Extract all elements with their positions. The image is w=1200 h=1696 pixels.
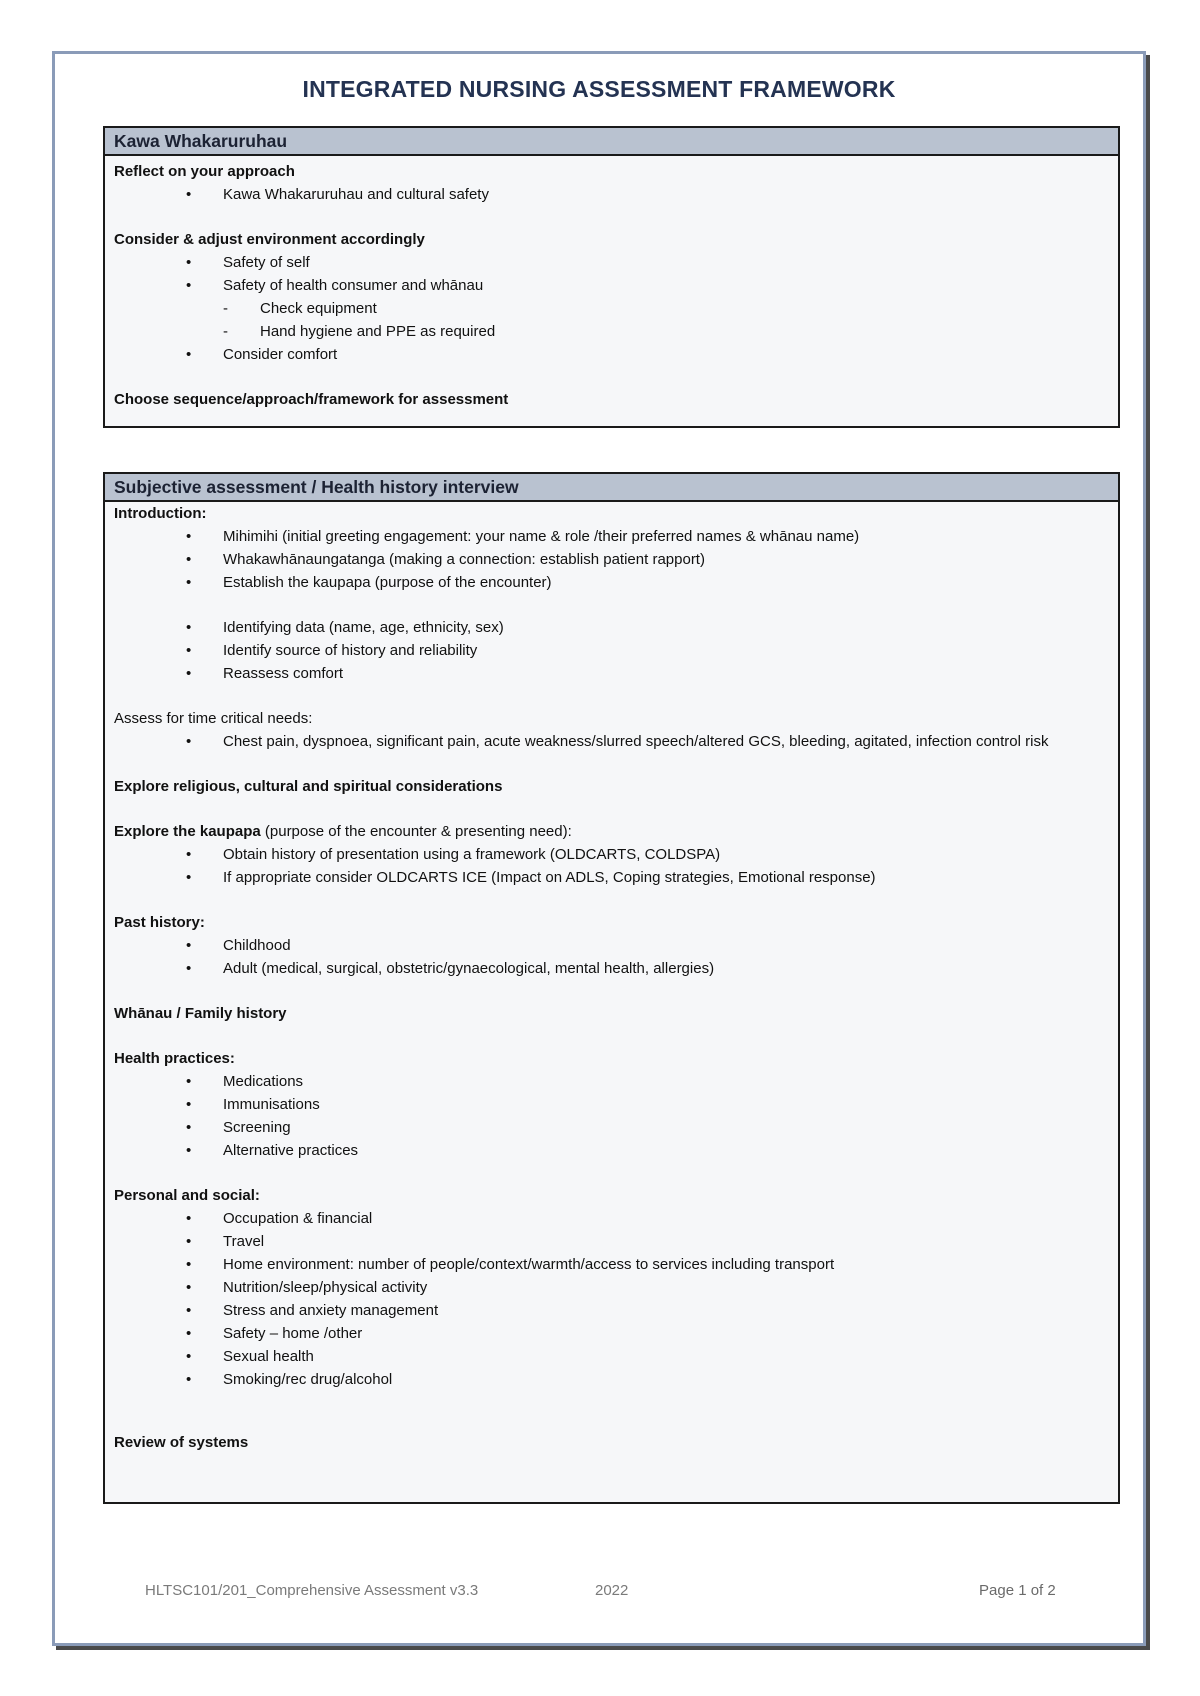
health-practices-heading: Health practices: [114, 1050, 235, 1067]
list-item: • Identify source of history and reliability [114, 639, 1109, 662]
health-practices-list [114, 1070, 1109, 1162]
list-item: • Identifying data (name, age, ethnicity, sex) [114, 616, 1109, 639]
identifying-list [114, 616, 1109, 685]
list-item: • Establish the kaupapa (purpose of the encounter) [114, 571, 1109, 594]
document-title: INTEGRATED NURSING ASSESSMENT FRAMEWORK [302, 76, 896, 102]
consider-sublist [114, 297, 1109, 343]
personal-social-list [114, 1207, 1109, 1391]
personal-social-heading: Personal and social: [114, 1187, 260, 1204]
list-item: • Medications [114, 1070, 1109, 1093]
sub-list-item: - Check equipment [114, 297, 1109, 320]
kaupapa-heading [114, 820, 1109, 843]
reflect-heading: Reflect on your approach [114, 163, 295, 180]
consider-list [114, 251, 1109, 297]
review-systems-heading: Review of systems [114, 1434, 249, 1451]
critical-needs-list [114, 730, 1109, 753]
family-history-heading: Whānau / Family history [114, 1005, 287, 1022]
religious-heading: Explore religious, cultural and spiritual considerations [114, 778, 503, 795]
kaupapa-heading-bold: Explore the kaupapa [114, 823, 261, 840]
kawa-section [103, 126, 1120, 428]
kaupapa-list [114, 843, 1109, 889]
list-item: • Consider comfort [114, 343, 1109, 366]
introduction-list [114, 525, 1109, 594]
kawa-section-header: Kawa Whakaruruhau [105, 128, 1118, 156]
list-item: • Travel [114, 1230, 1109, 1253]
list-item: • Immunisations [114, 1093, 1109, 1116]
list-item: • Chest pain, dyspnoea, significant pain, acute weakness/slurred speech/altered GCS, bleeding, agitated, infection control risk [114, 730, 1109, 753]
page-frame [52, 51, 1146, 1646]
list-item: • If appropriate consider OLDCARTS ICE (Impact on ADLS, Coping strategies, Emotional response) [114, 866, 1109, 889]
critical-needs-heading: Assess for time critical needs: [114, 710, 313, 727]
kaupapa-heading-rest: (purpose of the encounter & presenting need): [260, 823, 572, 840]
list-item: • Adult (medical, surgical, obstetric/gynaecological, mental health, allergies) [114, 957, 1109, 980]
past-history-heading: Past history: [114, 914, 205, 931]
choose-heading: Choose sequence/approach/framework for assessment [114, 391, 509, 408]
list-item: • Obtain history of presentation using a framework (OLDCARTS, COLDSPA) [114, 843, 1109, 866]
footer-page-number: Page 1 of 2 [979, 1582, 1056, 1599]
list-item: • Alternative practices [114, 1139, 1109, 1162]
list-item: • Home environment: number of people/context/warmth/access to services including transport [114, 1253, 1109, 1276]
list-item: • Occupation & financial [114, 1207, 1109, 1230]
list-item: • Kawa Whakaruruhau and cultural safety [114, 183, 1109, 206]
list-item: • Mihimihi (initial greeting engagement: your name & role /their preferred names & whānau name) [114, 525, 1109, 548]
consider-heading: Consider & adjust environment accordingly [114, 231, 425, 248]
list-item: • Whakawhānaungatanga (making a connection: establish patient rapport) [114, 548, 1109, 571]
footer-document-id: HLTSC101/201_Comprehensive Assessment v3.3 [145, 1582, 479, 1599]
sub-list-item: - Hand hygiene and PPE as required [114, 320, 1109, 343]
list-item: • Reassess comfort [114, 662, 1109, 685]
list-item: • Safety of self [114, 251, 1109, 274]
list-item: • Childhood [114, 934, 1109, 957]
subjective-section [103, 472, 1120, 1504]
list-item: • Safety – home /other [114, 1322, 1109, 1345]
subjective-section-header: Subjective assessment / Health history interview [105, 474, 1118, 502]
past-history-list [114, 934, 1109, 980]
list-item: • Safety of health consumer and whānau [114, 274, 1109, 297]
list-item: • Screening [114, 1116, 1109, 1139]
list-item: • Nutrition/sleep/physical activity [114, 1276, 1109, 1299]
list-item: • Stress and anxiety management [114, 1299, 1109, 1322]
introduction-heading: Introduction: [114, 505, 207, 522]
list-item: • Sexual health [114, 1345, 1109, 1368]
reflect-list [114, 183, 1109, 206]
list-item: • Smoking/rec drug/alcohol [114, 1368, 1109, 1391]
footer-year: 2022 [595, 1582, 629, 1599]
